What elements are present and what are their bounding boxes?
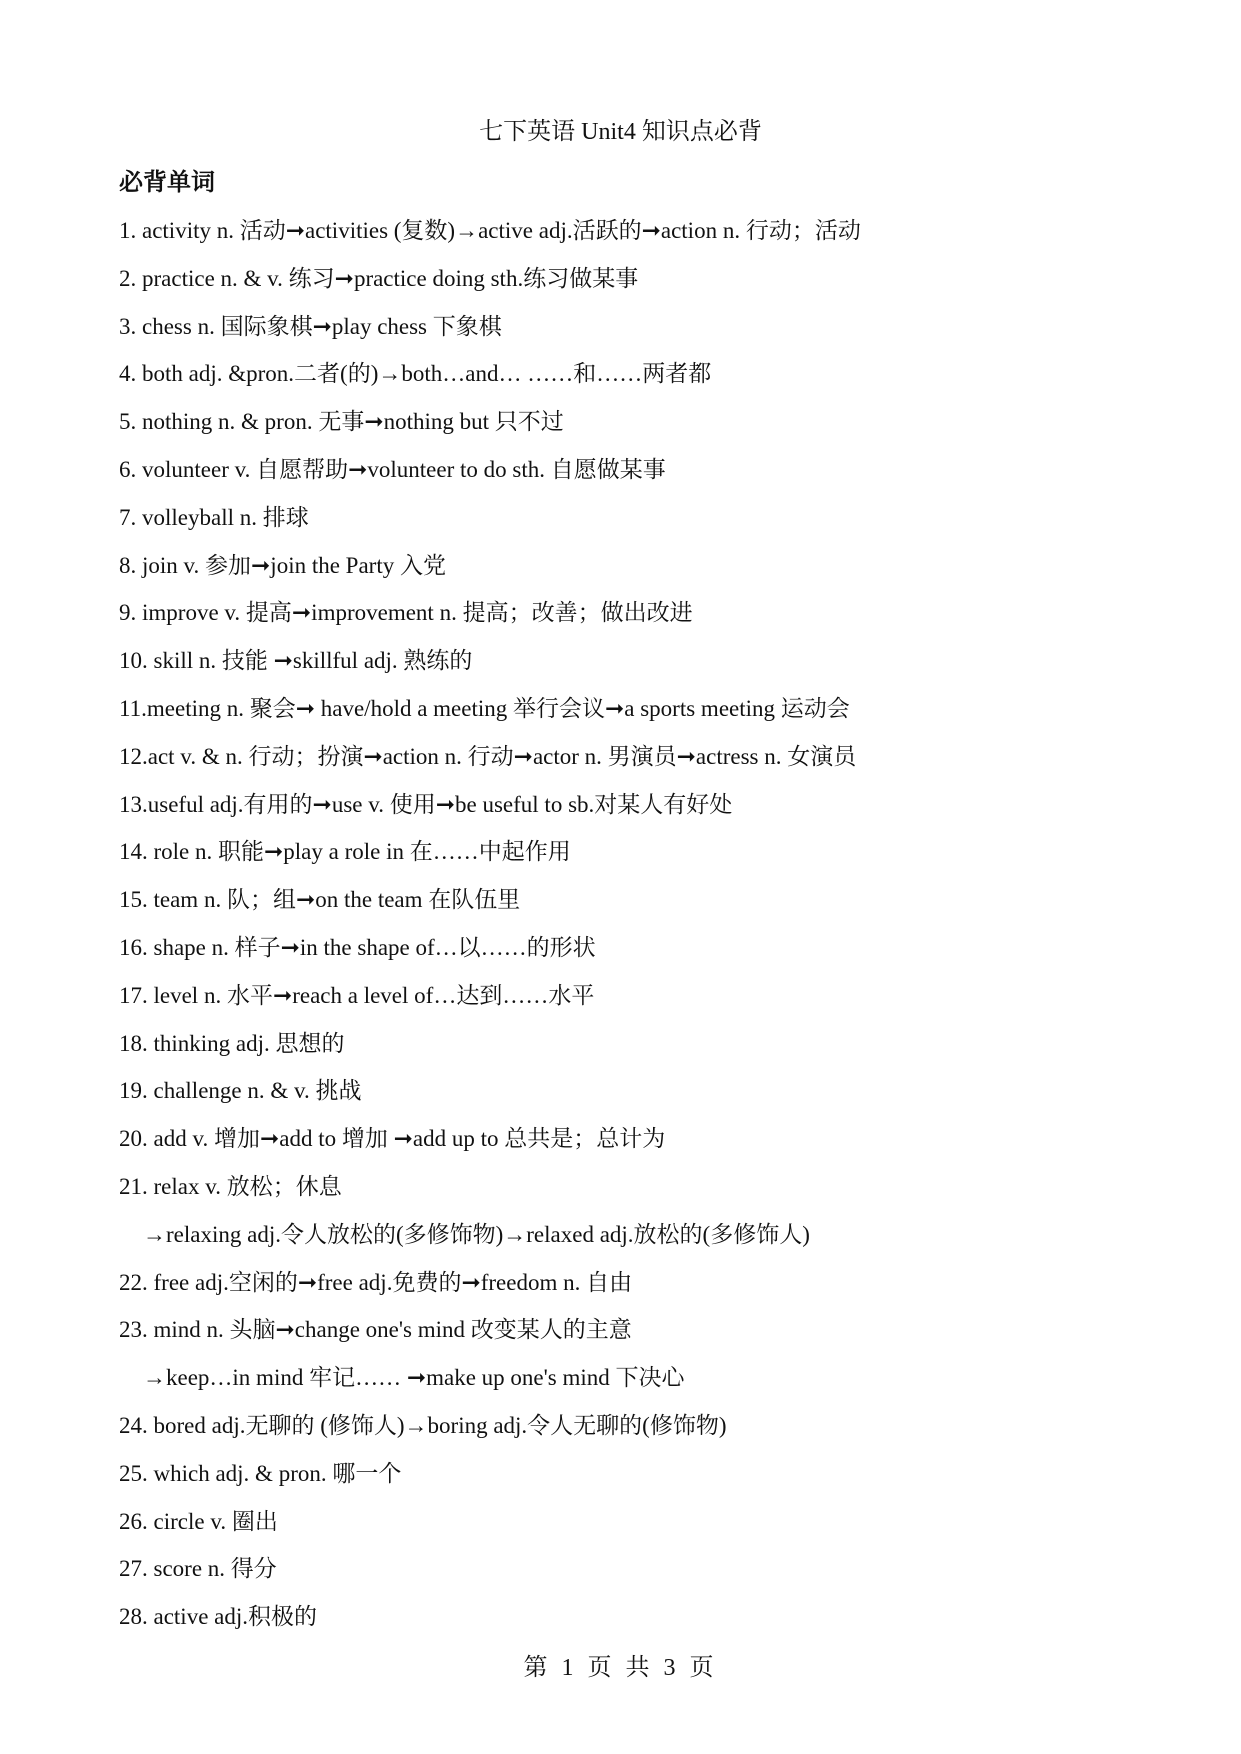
list-item: 3. chess n. 国际象棋➞play chess 下象棋 (119, 313, 502, 339)
list-item: 15. team n. 队；组➞on the team 在队伍里 (119, 887, 521, 913)
list-item: 12.act v. & n. 行动；扮演➞action n. 行动➞actor n. 男演员➞actress n. 女演员 (119, 743, 857, 769)
list-item: 6. volunteer v. 自愿帮助➞volunteer to do sth. 自愿做某事 (119, 456, 666, 482)
list-item: 21. relax v. 放松；休息 (119, 1173, 342, 1199)
list-item: 27. score n. 得分 (119, 1556, 277, 1582)
list-item: 2. practice n. & v. 练习➞practice doing sth.练习做某事 (119, 265, 639, 291)
list-item: 9. improve v. 提高➞improvement n. 提高；改善；做出改进 (119, 600, 693, 626)
list-item: 19. challenge n. & v. 挑战 (119, 1078, 362, 1104)
list-item: 24. bored adj.无聊的 (修饰人)→boring adj.令人无聊的(修饰物) (119, 1412, 727, 1438)
list-item: 4. both adj. &pron.二者(的)→both…and… ……和……两者都 (119, 361, 712, 387)
list-item: 14. role n. 职能➞play a role in 在……中起作用 (119, 839, 571, 865)
list-item: 1. activity n. 活动➞activities (复数)→active adj.活跃的➞action n. 行动；活动 (119, 218, 861, 243)
list-item: 10. skill n. 技能 ➞skillful adj. 熟练的 (119, 648, 473, 674)
list-item-continuation: →keep…in mind 牢记…… ➞make up one's mind 下决心 (143, 1365, 685, 1391)
list-item: 17. level n. 水平➞reach a level of…达到……水平 (119, 982, 595, 1008)
section-heading: 必背单词 (119, 168, 215, 196)
document-title: 七下英语 Unit4 知识点必背 (479, 119, 762, 145)
list-item: 16. shape n. 样子➞in the shape of…以……的形状 (119, 934, 596, 960)
list-item: 23. mind n. 头脑➞change one's mind 改变某人的主意 (119, 1317, 632, 1343)
list-item: 18. thinking adj. 思想的 (119, 1030, 345, 1056)
list-item: 8. join v. 参加➞join the Party 入党 (119, 552, 446, 578)
list-item: 22. free adj.空闲的➞free adj.免费的➞freedom n. 自由 (119, 1269, 633, 1295)
list-item: 28. active adj.积极的 (119, 1604, 318, 1630)
list-item: 25. which adj. & pron. 哪一个 (119, 1460, 402, 1486)
page-footer: 第 1 页 共 3 页 (523, 1655, 718, 1681)
vocabulary-list (119, 213, 1139, 1647)
list-item: 26. circle v. 圈出 (119, 1508, 278, 1534)
list-item: 13.useful adj.有用的➞use v. 使用➞be useful to sb.对某人有好处 (119, 791, 733, 817)
list-item: 5. nothing n. & pron. 无事➞nothing but 只不过 (119, 409, 564, 435)
list-item: 7. volleyball n. 排球 (119, 504, 309, 530)
list-item: 20. add v. 增加➞add to 增加 ➞add up to 总共是；总计为 (119, 1126, 666, 1152)
list-item: 11.meeting n. 聚会➞ have/hold a meeting 举行会议➞a sports meeting 运动会 (119, 695, 850, 721)
list-item-continuation: →relaxing adj.令人放松的(多修饰物)→relaxed adj.放松的(多修饰人) (143, 1221, 810, 1247)
